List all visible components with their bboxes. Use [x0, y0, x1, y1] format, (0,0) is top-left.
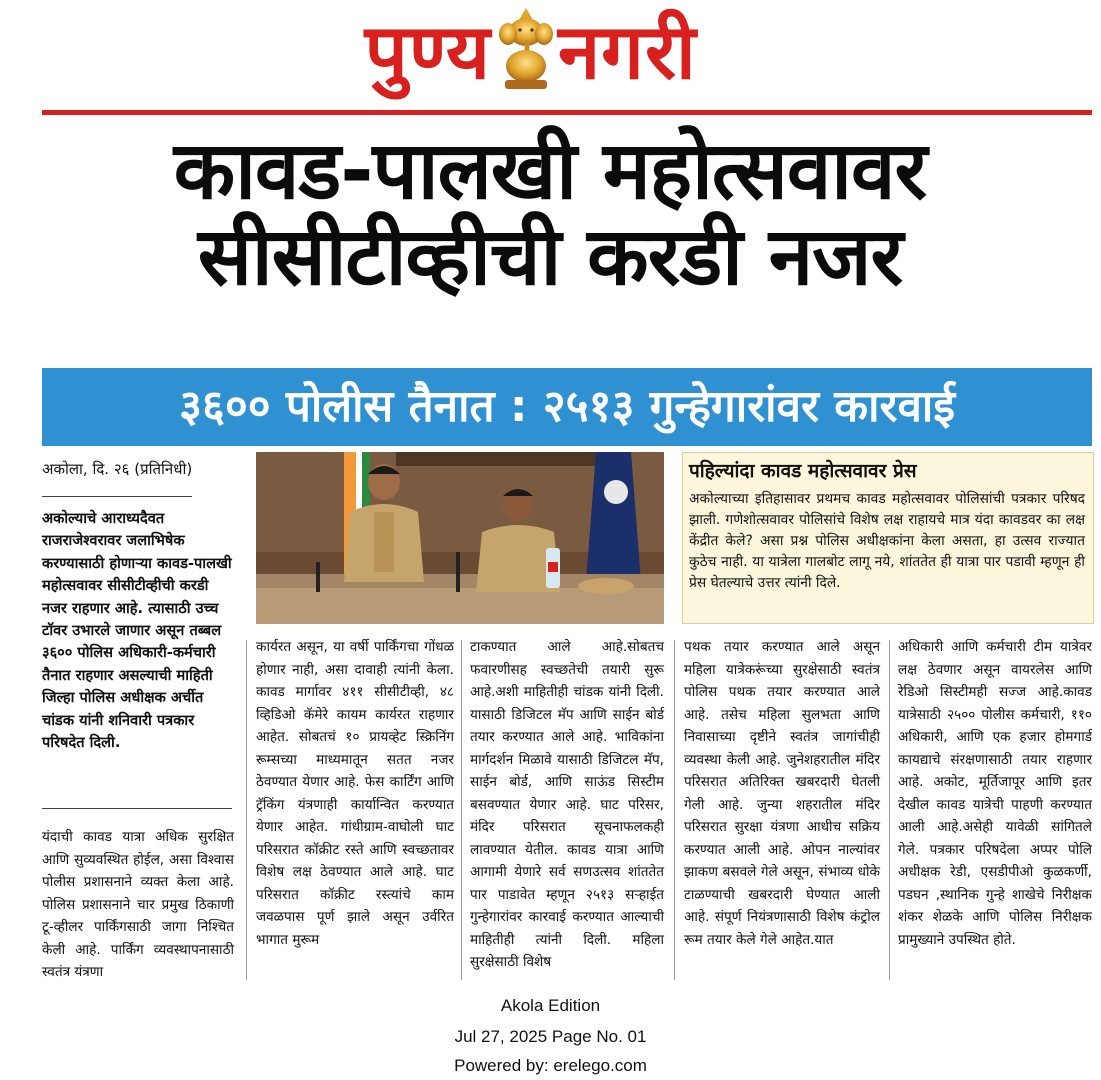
masthead [0, 0, 1101, 110]
article-column-2: कार्यरत असून, या वर्षी पार्किंगचा गोंधळ होणार नाही, असा दावाही त्यांनी केला. कावड मार्गावर ४११ सीसीटीव्ही, ४८ व्हिडिओ कॅमेरे कायम कार्यरत राहणार आहेत. सोबतचं १० प्रायव्हेट स्क्रिनिंग रूम्सच्या माध्यमातून सतत नजर ठेवण्यात येणार आहे. फेस कार्टिंग आणि ट्रॅकिंग यंत्रणाही कार्यान्वित करण्यात येणार आहेत. गांधीग्राम-वाघोली घाट परिसरात कॉक्रीट रस्ते आणि स्वच्छतावर विशेष लक्ष ठेवण्यात आले आहे. घाट परिसरात कॉक्रीट रस्त्यांचे काम जवळपास पूर्ण झाले असून उर्वरित भागात मुरूम [256, 639, 454, 948]
article-column-4: पथक तयार करण्यात आले असून महिला यात्रेकरूंच्या सुरक्षेसाठी स्वतंत्र पोलिस पथक तयार करण्यात आले आहे. तसेच महिला सुलभता आणि निवासाच्या दृष्टीने स्वतंत्र जागांचीही व्यवस्था केली आहे. जुनेशहरातील मंदिर परिसरात अतिरिक्त खबरदारी घेतली गेली आहे. जुन्या शहरातील मंदिर परिसरात सुरक्षा यंत्रणा आधीच सक्रिय करण्यात आली आहे. ओपन नाल्यांवर झाकण बसवले गेले असून, संभाव्य धोके टाळण्याची खबरदारी घेण्यात आली आहे. संपूर्ण नियंत्रणासाठी विशेष कंट्रोल रूम तयार केले गेले आहेत.यात [684, 639, 880, 948]
subheadline-banner: ३६०० पोलीस तैनात : २५१३ गुन्हेगारांवर कारवाई [42, 368, 1092, 446]
sidebar-box-text: अकोल्याच्या इतिहासावर प्रथमच कावड महोत्सवावर पोलिसांची पत्रकार परिषद झाली. गणेशोत्सवावर पोलिसांचे विशेष लक्ष राहायचे मात्र यंदा कावडवर का लक्ष केंद्रीत केले? असा प्रश्न पोलिस अधीक्षकांना केला असता, हा उत्सव राज्यात कुठेच नाही. या यात्रेला गालबोट लागू नये, शांततेत ही यात्रा पार पडावी म्हणून ही प्रेस घेतल्याचे उत्तर त्यांनी दिले. [689, 491, 1085, 591]
footer-date-page: Jul 27, 2025 Page No. 01 [454, 1027, 647, 1046]
sidebar-box [682, 452, 1094, 624]
ganesha-logo-icon [495, 6, 557, 92]
column-divider [246, 640, 247, 980]
article-column-3: टाकण्यात आले आहे.सोबतच फवारणीसह स्वच्छतेची तयारी सुरू आहे.अशी माहितीही चांडक यांनी दिली. यासाठी डिजिटल मॅप आणि साईन बोर्ड तयार करण्यात आले आहे. भाविकांना मार्गदर्शन मिळावे यासाठी डिजिटल मॅप, साईन बोर्ड, आणि साऊंड सिस्टीम बसवण्यात येणार आहे. घाट परिसर, मंदिर परिसरात सूचनाफलकही लावण्यात येतील. कावड यात्रा आणि आगामी येणारे सर्व सणउत्सव शांततेत पार पाडावेत म्हणून २५१३ सऱ्हाईत गुन्हेगारांवर कारवाई करण्यात आल्याची माहितीही त्यांनी दिली. महिला सुरक्षेसाठी विशेष [470, 639, 664, 970]
headline-line-1: कावड-पालखी महोत्सवावर [173, 124, 927, 217]
article-column-5: अधिकारी आणि कर्मचारी टीम यात्रेवर लक्ष ठेवणार असून वायरलेस आणि रेडिओ सिस्टीमही सज्ज आहे.कावड यात्रेसाठी २५०० पोलीस कर्मचारी, ११० अधिकारी, आणि एक हजार होमगार्ड कायद्याचे संरक्षणासाठी तयार राहणार आहे. अकोट, मूर्तिजापूर आणि इतर देखील कावड यात्रेची पाहणी करण्यात आली आहे.असेही यावेळी सांगितले गेले. पत्रकार परिषदेला अप्पर पोलि अधीक्षक रेडी, एसडीपीओ कुळकर्णी, पडघन ,स्थानिक गुन्हे शाखेचे निरीक्षक शंकर शेळके आणि पोलिस निरीक्षक प्रामुख्याने उपस्थित होते. [898, 639, 1092, 948]
column-divider [461, 640, 462, 980]
masthead-right-word: नगरी [558, 7, 697, 96]
lead-paragraph: अकोल्याचे आराध्यदैवत राजराजेश्वरावर जलाभिषेक करण्यासाठी होणाऱ्या कावड-पालखी महोत्सवावर सीसीटीव्हीची करडी नजर राहणार आहे. त्यासाठी उच्च टॉवर उभारले जाणार असून तब्बल ३६०० पोलिस अधिकारी-कर्मचारी तैनात राहणार असल्याची माहिती जिल्हा पोलिस अधीक्षक अर्चीत चांडक यांनी शनिवारी पत्रकार परिषदेत दिली. [42, 510, 232, 752]
column-divider [889, 640, 890, 980]
dateline: अकोला, दि. २६ (प्रतिनिधी) [42, 460, 193, 478]
masthead-rule [42, 110, 1092, 115]
sidebar-box-title: पहिल्यांदा कावड महोत्सवावर प्रेस [689, 460, 917, 482]
lead-top-rule [42, 496, 192, 497]
footer-edition: Akola Edition [500, 996, 601, 1015]
headline-line-2: सीसीटीव्हीची करडी नजर [197, 210, 903, 303]
article-column-1: यंदाची कावड यात्रा अधिक सुरक्षित आणि सुव्यवस्थित होईल, असा विश्वास पोलीस प्रशासनाने व्यक्त केला आहे. पोलिस प्रशासनाने चार प्रमुख ठिकाणी टू-व्हीलर पार्किंगसाठी जागा निश्चित केली आहे. पार्किंग व्यवस्थापनासाठी स्वतंत्र यंत्रणा [42, 829, 234, 980]
masthead-left-word: पुण्य [364, 7, 491, 96]
headline [30, 124, 1070, 303]
column-divider [674, 640, 675, 980]
press-conference-photo-icon [256, 452, 664, 624]
footer-powered-link[interactable]: Powered by: erelego.com [454, 1056, 647, 1075]
lead-bottom-rule [42, 808, 232, 809]
